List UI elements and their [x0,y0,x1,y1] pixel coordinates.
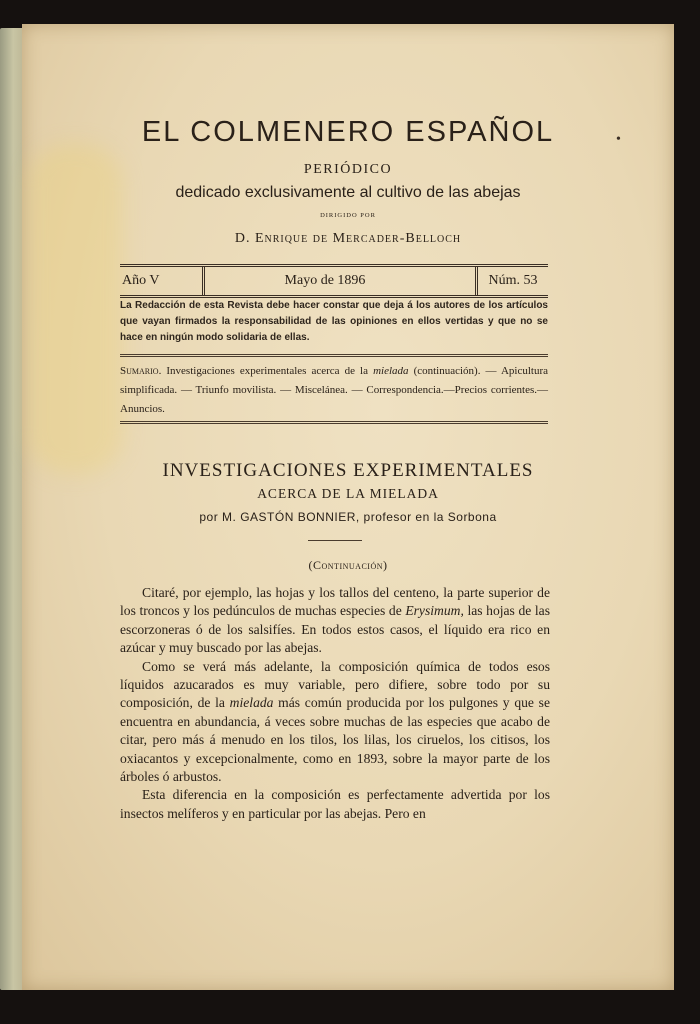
previous-page-edge [0,28,24,990]
article-subtitle: ACERCA DE LA MIELADA [257,486,439,501]
summary-label: Sumario. [120,365,162,377]
issue-masthead [120,264,548,298]
issue-number: Núm. 53 [488,273,538,288]
directed-by-label: DIRIGIDO POR [320,212,376,219]
editorial-notice: La Redacción de esta Revista debe hacer constar que deja á los autores de los artículos que vayan firmados la responsabilidad de las opiniones en ellos vertidas y que no se hace en ningún modo solidaria de ellas. [120,300,548,343]
continuation-label: (Continuación) [308,558,388,572]
italic-term: mielada [229,695,274,711]
summary-divider [120,421,548,424]
issue-year: Año V [120,267,205,295]
notice-divider [120,354,548,357]
article-title: INVESTIGACIONES EXPERIMENTALES [162,460,534,481]
journal-page [22,24,674,990]
periodical-label: PERIÓDICO [303,162,393,177]
summary-text-before: Investigaciones experimentales acerca de la [161,365,374,377]
paragraph [120,584,550,658]
paragraph-text: Como se verá más adelante, la composición química de todos esos líquidos azucarados es muy variable, pero difiere, sobre todo por su composición, de la [120,658,550,711]
ink-speck: • [616,132,621,147]
director-name: D. Enrique de Mercader-Belloch [234,231,462,246]
issue-date: Mayo de 1896 [205,267,478,295]
paragraph-text: más común producida por los pulgones y que se encuentra en abundancia, á veces sobre muchas de las especies que acabo de citar, pero más á menudo en los tilos, los lilas, los ciruelos, los citisos, los oxiacantos y excepcionalmente, como en 1893, sobre la mayor parte de los árboles ó arbustos. [120,695,550,785]
title-rule [308,540,362,541]
italic-term: Erysimum, [405,603,464,619]
article-body [120,584,550,823]
journal-title: EL COLMENERO ESPAÑOL [141,116,555,148]
paragraph [120,658,550,787]
paragraph: Esta diferencia en la composición es perfectamente advertida por los insectos melíferos y en particular por las abejas. Pero en [120,787,550,821]
paragraph-text: las hojas de las escorzoneras ó de los salsifíes. En todos estos casos, el líquido era rico en azúcar y muy buscado por las abejas. [120,603,550,656]
summary-text-after: (continuación). — Apicultura simplificada. — Triunfo movilista. — Miscelánea. — Correspondencia.—Precios corrientes.—Anuncios. [120,365,549,415]
summary-italic-term: mielada [373,365,409,377]
article-author: por M. GASTÓN BONNIER, profesor en la Sorbona [199,510,497,524]
dedication-line: dedicado exclusivamente al cultivo de las abejas [175,184,521,201]
paragraph-text: Citaré, por ejemplo, las hojas y los tallos del centeno, la parte superior de los troncos y los pedúnculos de muchas especies de [120,585,550,619]
summary [120,362,548,419]
